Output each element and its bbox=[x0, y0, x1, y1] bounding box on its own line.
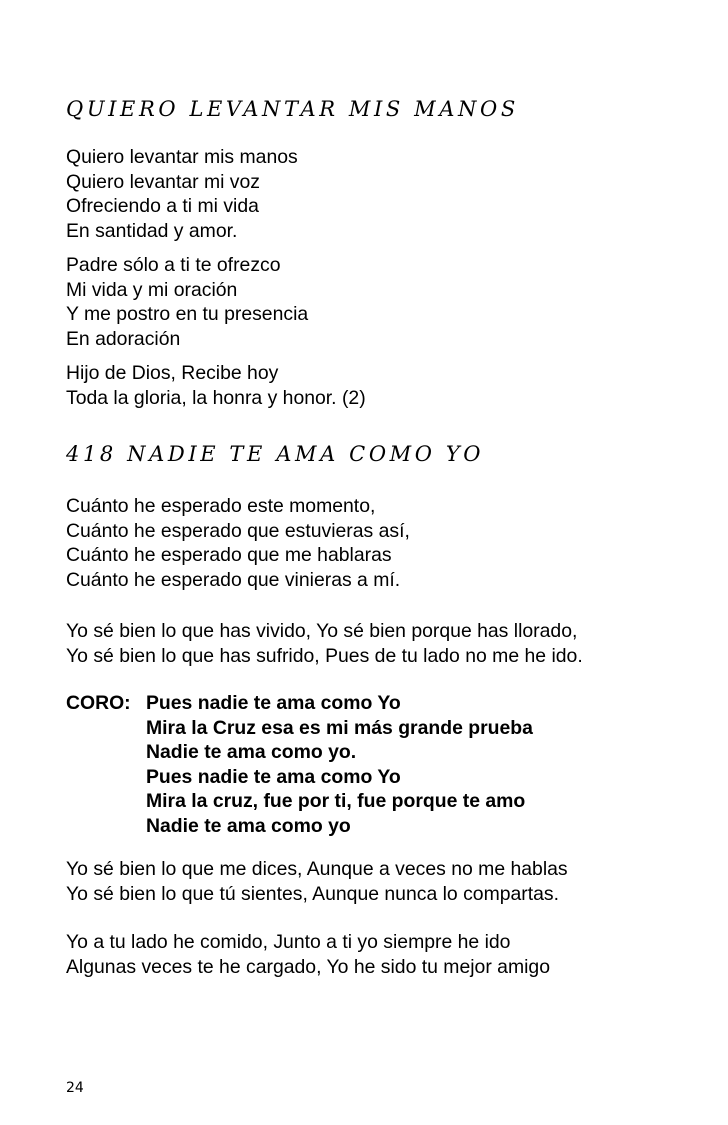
lyric-line: Quiero levantar mi voz bbox=[66, 170, 260, 193]
lyric-line: Yo sé bien lo que has vivido, Yo sé bien porque has llorado, bbox=[66, 620, 578, 642]
lyric-line: Yo sé bien lo que tú sientes, Aunque nunca lo compartas. bbox=[66, 882, 560, 905]
lyric-line: En santidad y amor. bbox=[66, 219, 238, 242]
lyric-line: Cuánto he esperado que estuvieras así, bbox=[66, 519, 410, 542]
lyric-line: Toda la gloria, la honra y honor. (2) bbox=[66, 386, 366, 409]
lyric-line: En adoración bbox=[66, 327, 181, 350]
chorus-label: CORO: bbox=[66, 692, 131, 714]
song-title: QUIERO LEVANTAR MIS MANOS bbox=[66, 97, 519, 121]
lyric-line: Cuánto he esperado que me hablaras bbox=[66, 544, 392, 567]
lyric-line: Cuánto he esperado este momento, bbox=[66, 495, 376, 517]
chorus-line: Nadie te ama como yo. bbox=[146, 741, 357, 764]
lyric-line: Hijo de Dios, Recibe hoy bbox=[66, 362, 279, 384]
chorus-block bbox=[66, 691, 533, 839]
song-stanza bbox=[66, 857, 568, 906]
song-stanza bbox=[66, 930, 550, 979]
song-title: 418 NADIE TE AMA COMO YO bbox=[66, 442, 485, 466]
lyric-line: Y me postro en tu presencia bbox=[66, 303, 309, 326]
lyric-line: Ofreciendo a ti mi vida bbox=[66, 195, 259, 218]
chorus-line: Mira la Cruz esa es mi más grande prueba bbox=[146, 716, 533, 739]
chorus-line: Pues nadie te ama como Yo bbox=[146, 765, 401, 788]
lyric-line: Quiero levantar mis manos bbox=[66, 146, 298, 168]
lyric-line: Mi vida y mi oración bbox=[66, 278, 238, 301]
lyric-line: Algunas veces te he cargado, Yo he sido tu mejor amigo bbox=[66, 955, 550, 978]
page-number: 24 bbox=[66, 1080, 84, 1096]
lyric-line: Yo sé bien lo que me dices, Aunque a veces no me hablas bbox=[66, 858, 568, 880]
song-stanza bbox=[66, 361, 366, 410]
chorus-line: Nadie te ama como yo bbox=[146, 814, 351, 837]
lyric-line: Yo a tu lado he comido, Junto a ti yo siempre he ido bbox=[66, 931, 511, 953]
song-stanza bbox=[66, 494, 410, 592]
lyric-line: Padre sólo a ti te ofrezco bbox=[66, 254, 281, 276]
song-stanza bbox=[66, 253, 308, 351]
song-stanza bbox=[66, 145, 298, 243]
lyric-line: Cuánto he esperado que vinieras a mí. bbox=[66, 568, 401, 591]
chorus-line: Pues nadie te ama como Yo bbox=[146, 692, 401, 714]
lyric-line: Yo sé bien lo que has sufrido, Pues de tu lado no me he ido. bbox=[66, 644, 583, 667]
song-stanza bbox=[66, 619, 583, 668]
chorus-line: Mira la cruz, fue por ti, fue porque te amo bbox=[146, 790, 526, 813]
